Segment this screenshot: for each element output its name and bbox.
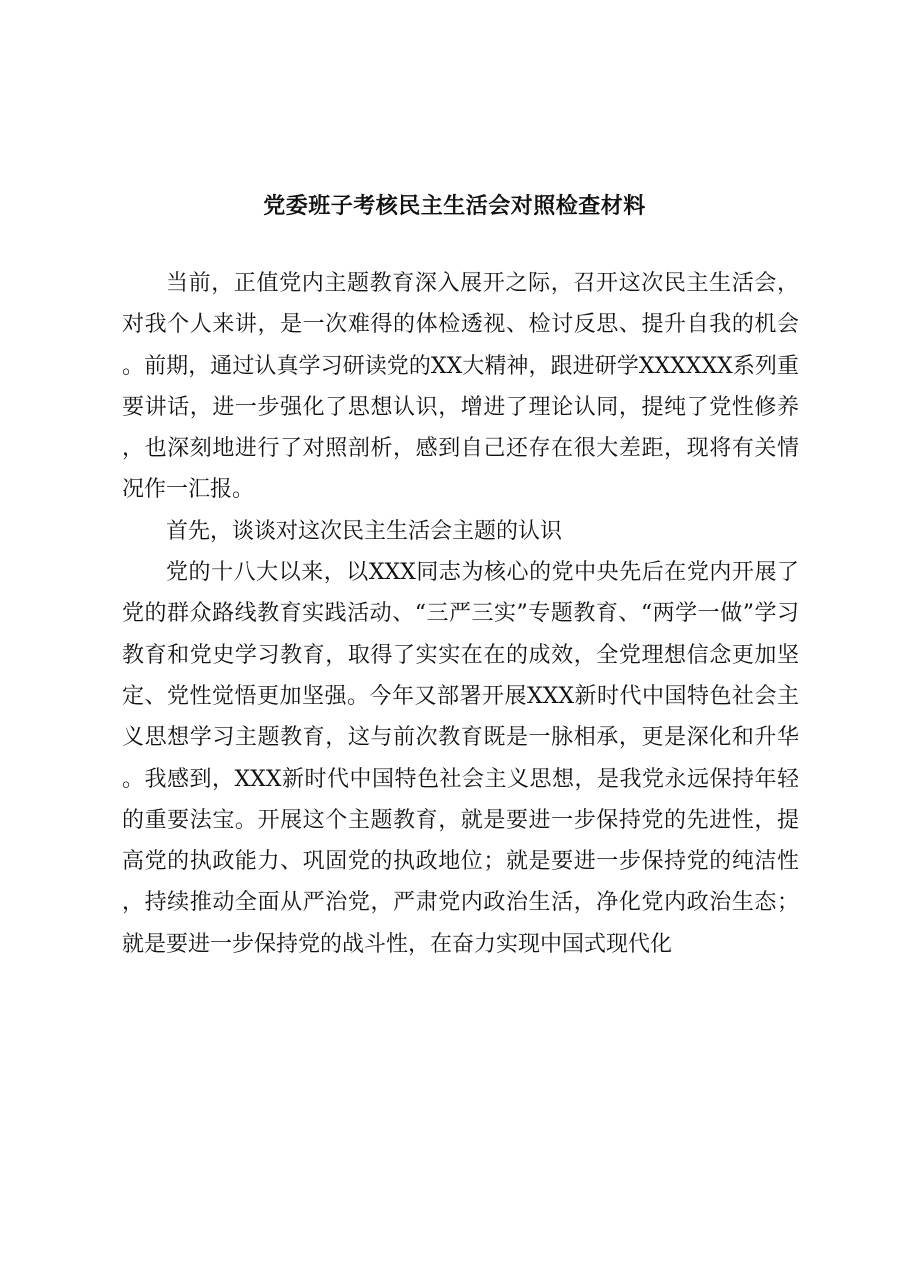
document-body — [122, 263, 799, 965]
paragraph-main: 党的十八大以来，以XXX同志为核心的党中央先后在党内开展了党的群众路线教育实践活动、“三严三实”专题教育、“两学一做”学习教育和党史学习教育，取得了实实在在的成效，全党理想信念更加坚定、党性觉悟更加坚强。今年又部署开展XXX新时代中国特色社会主义思想学习主题教育，这与前次教育既是一脉相承，更是深化和升华。我感到，XXX新时代中国特色社会主义思想，是我党永远保持年轻的重要法宝。开展这个主题教育，就是要进一步保持党的先进性，提高党的执政能力、巩固党的执政地位；就是要进一步保持党的纯洁性，持续推动全面从严治党，严肃党内政治生活，净化党内政治生态；就是要进一步保持党的战斗性，在奋力实现中国式现代化 — [122, 560, 799, 957]
document-title: 党委班子考核民主生活会对照检查材料 — [263, 193, 646, 219]
paragraph-intro: 当前，正值党内主题教育深入展开之际，召开这次民主生活会，对我个人来讲，是一次难得的体检透视、检讨反思、提升自我的机会。前期，通过认真学习研读党的XX大精神，跟进研学XXXXXX系列重要讲话，进一步强化了思想认识，增进了理论认同，提纯了党性修养，也深刻地进行了对照剖析，感到自己还存在很大差距，现将有关情况作一汇报。 — [122, 271, 799, 503]
paragraph-section-heading: 首先，谈谈对这次民主生活会主题的认识 — [166, 518, 563, 544]
